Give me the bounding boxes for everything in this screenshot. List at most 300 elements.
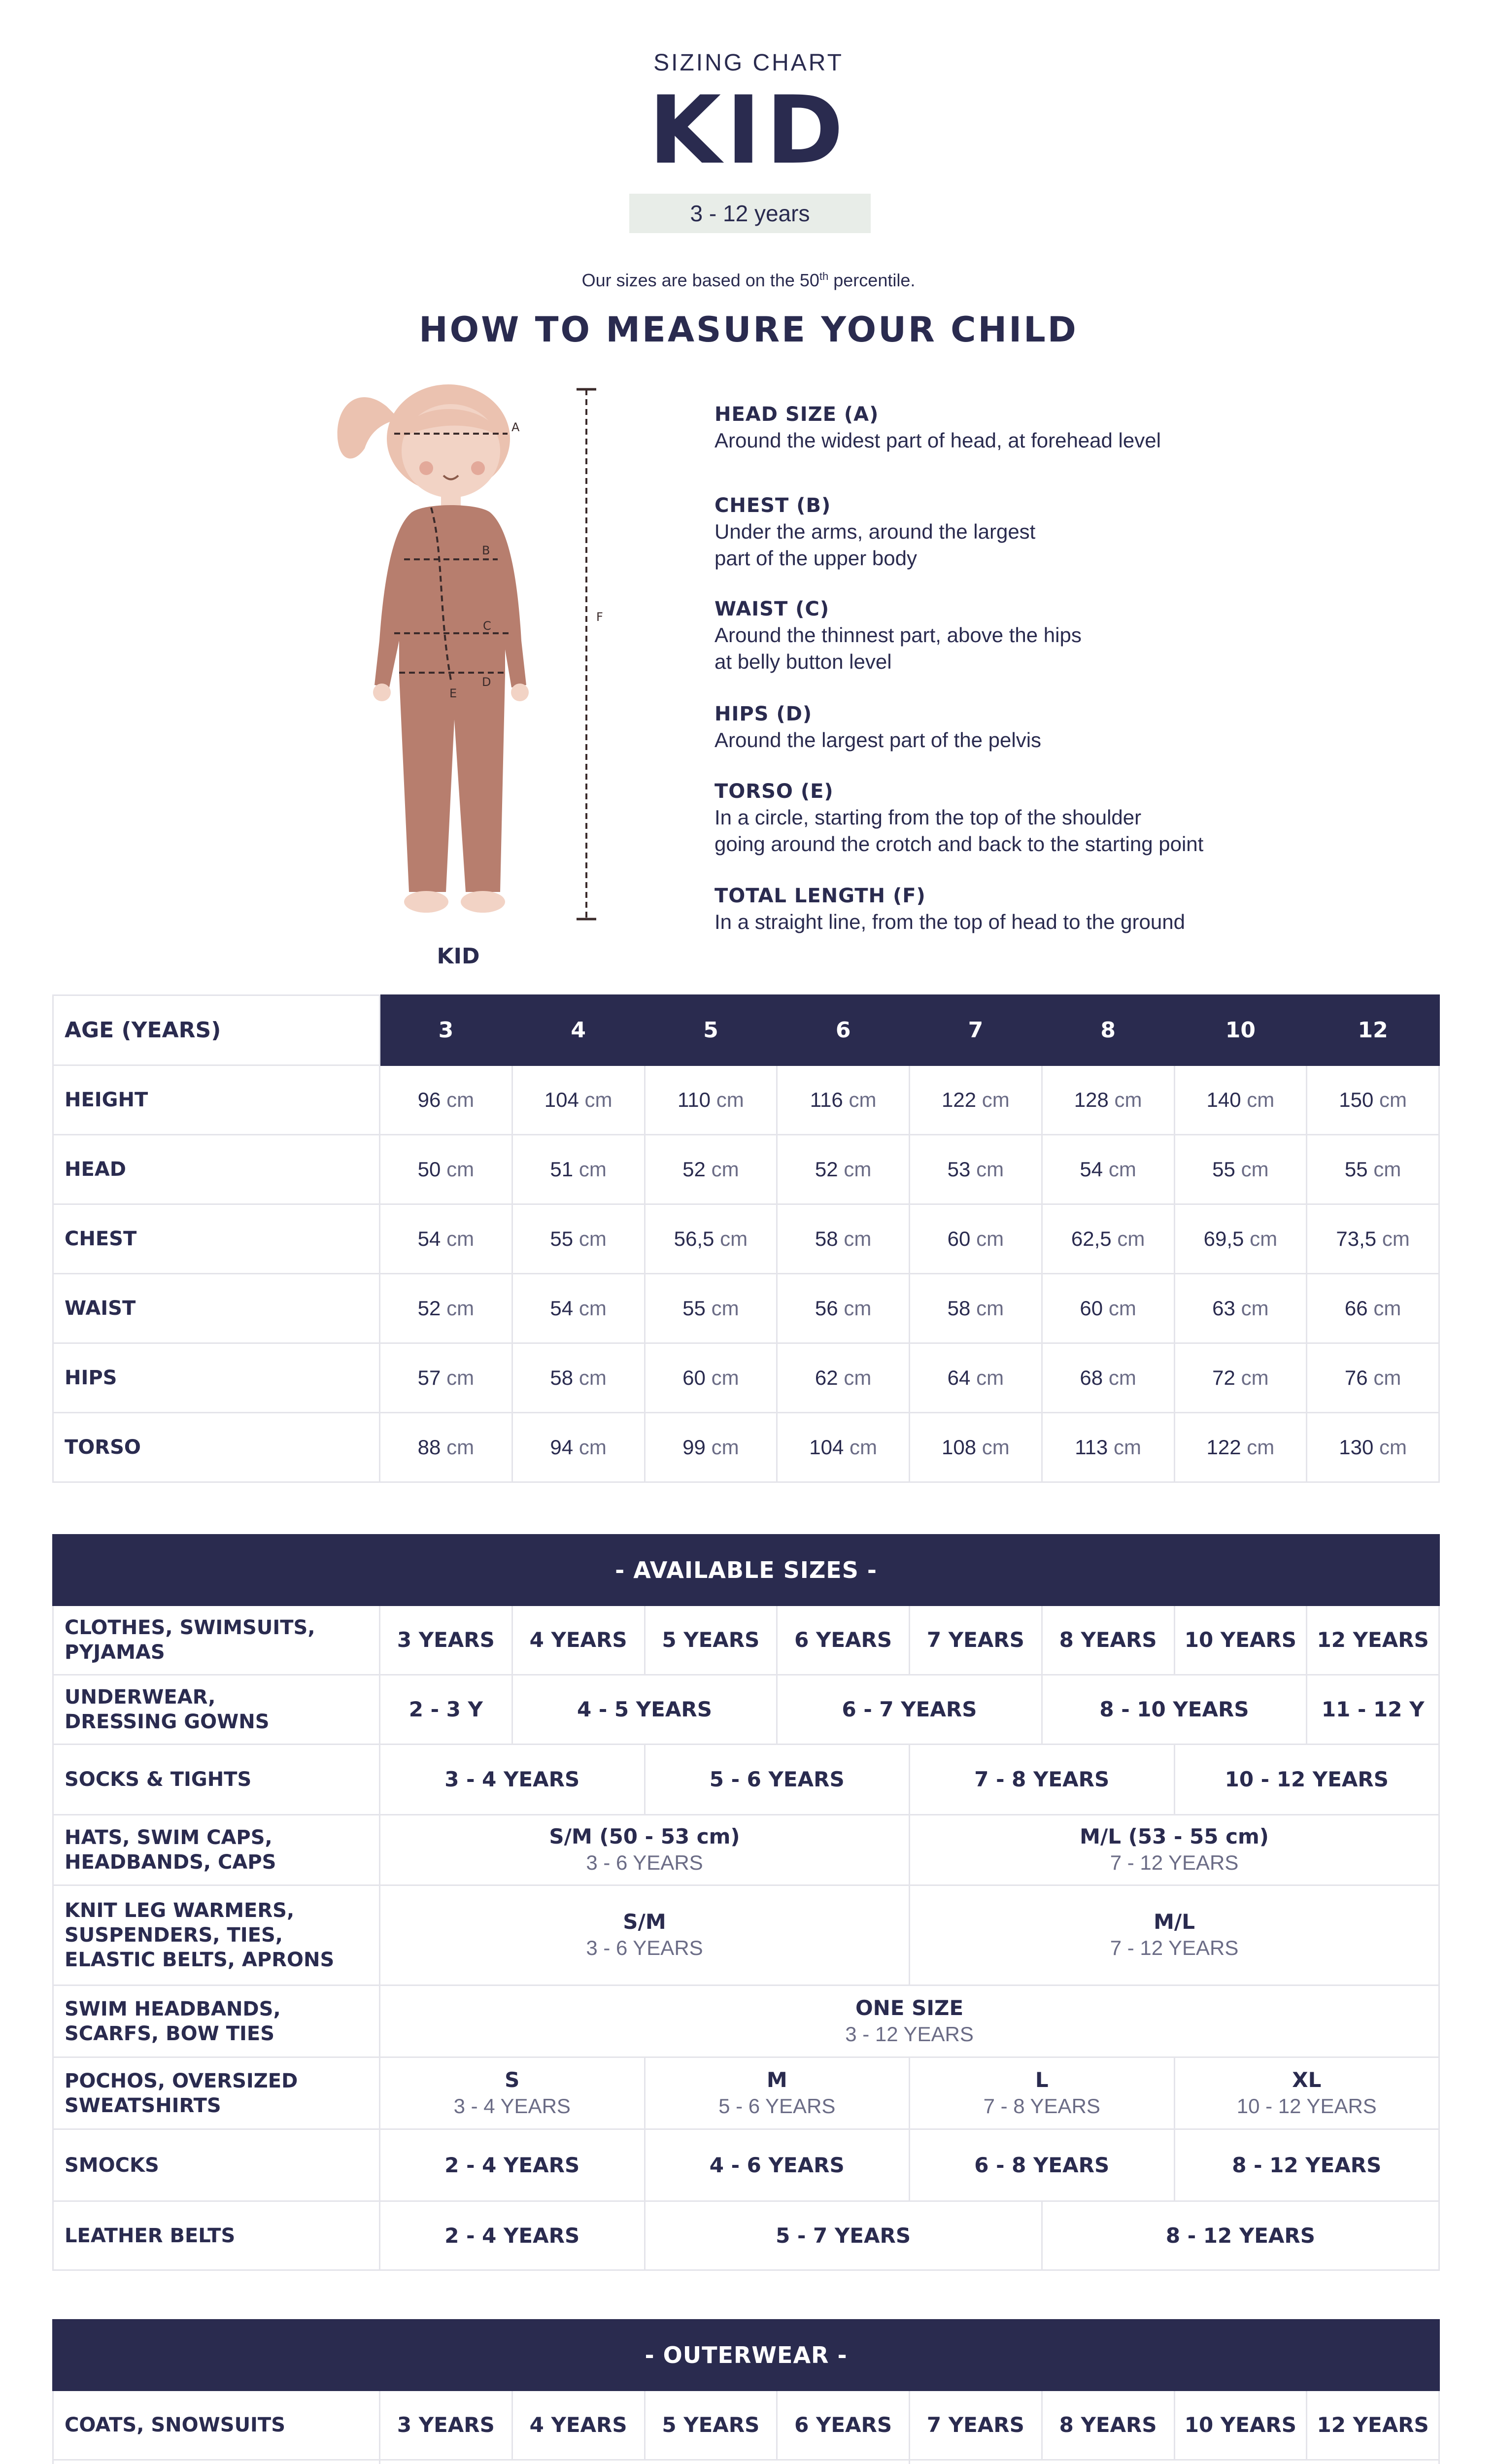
measurement-value: 140: [1206, 1088, 1241, 1111]
measurement-value: 116: [810, 1088, 843, 1111]
measure-desc: Around the thinnest part, above the hips: [714, 623, 1082, 647]
measurement-value: 60: [1080, 1297, 1103, 1320]
measurement-cell: [1307, 1274, 1439, 1343]
measurement-cell: [512, 1065, 645, 1135]
measurement-unit: cm: [446, 1366, 475, 1389]
size-cell: [380, 2201, 645, 2270]
measurement-cell: [380, 1204, 512, 1274]
size-cell: [1042, 2201, 1439, 2270]
percentile-note: [0, 270, 1497, 291]
size-cell: [380, 2391, 512, 2460]
row-label-line: SWIM HEADBANDS,: [65, 1997, 281, 2020]
measurement-cell: [1307, 1204, 1439, 1274]
table-row: [53, 1274, 1439, 1343]
measurement-value: 55: [1212, 1158, 1235, 1181]
available-banner-row: [53, 1535, 1439, 1606]
row-label: [53, 2391, 380, 2460]
measurement-cell: [910, 1413, 1042, 1482]
size-value: S: [505, 2067, 520, 2092]
measurement-unit: cm: [1373, 1366, 1401, 1389]
measure-heading: HOW TO MEASURE YOUR CHILD: [419, 309, 1078, 350]
size-age-range: 7 - 12 YEARS: [1110, 1936, 1239, 1959]
measurement-unit: cm: [1382, 1227, 1410, 1250]
measurement-value: 62,5: [1071, 1227, 1112, 1250]
measurement-value: 52: [417, 1297, 441, 1320]
table-row: [53, 2129, 1439, 2201]
measurement-unit: cm: [446, 1227, 475, 1250]
measurement-value: 104: [809, 1436, 844, 1459]
size-cell: [380, 2129, 645, 2201]
row-label: [53, 2201, 380, 2270]
measurement-cell: [512, 1204, 645, 1274]
table-row: [53, 1413, 1439, 1482]
row-label-line: KNIT LEG WARMERS,: [65, 1899, 295, 1922]
measurement-cell: [1174, 1065, 1307, 1135]
measurement-cell: [1307, 1065, 1439, 1135]
measurement-value: 64: [947, 1366, 971, 1389]
size-cell: [645, 2057, 910, 2129]
row-label: [53, 1745, 380, 1815]
measurement-cell: [777, 1343, 910, 1413]
measurement-value: 110: [678, 1088, 711, 1111]
size-cell: [1174, 1745, 1439, 1815]
measurement-unit: cm: [844, 1158, 872, 1181]
table-row: [53, 1745, 1439, 1815]
size-cell: [910, 1745, 1175, 1815]
measurement-value: 54: [1080, 1158, 1103, 1181]
measurement-value: 55: [550, 1227, 574, 1250]
size-value: 8 - 12 YEARS: [1232, 2153, 1382, 2177]
size-value: 3 YEARS: [397, 2413, 495, 2437]
measurement-cell: [512, 1274, 645, 1343]
measurement-unit: cm: [1108, 1297, 1136, 1320]
table-row: [53, 1606, 1439, 1675]
size-value: 3 - 4 YEARS: [444, 1767, 580, 1791]
measurement-cell: [777, 1135, 910, 1204]
measurement-cell: [910, 1343, 1042, 1413]
measurement-unit: cm: [716, 1088, 744, 1111]
legs-shape: [399, 675, 505, 892]
outerwear-banner-row: [53, 2320, 1439, 2391]
size-value: 12 YEARS: [1317, 1628, 1429, 1652]
measure-title: TORSO (E): [714, 780, 834, 803]
row-label-line: COATS, SNOWSUITS: [65, 2414, 286, 2436]
measure-desc: at belly button level: [714, 650, 892, 673]
size-cell: [1174, 2057, 1439, 2129]
measurement-cell: [512, 1343, 645, 1413]
measurement-value: 55: [682, 1297, 706, 1320]
row-label-line: SCARFS, BOW TIES: [65, 2022, 275, 2045]
size-value: S/M: [623, 1910, 666, 1934]
marker-f: F: [596, 610, 603, 624]
row-label-line: ELASTIC BELTS, APRONS: [65, 1949, 335, 1971]
size-value: 7 YEARS: [926, 2413, 1024, 2437]
size-cell: [645, 1745, 910, 1815]
size-cell: [380, 1606, 512, 1675]
size-cell: [1042, 1675, 1307, 1745]
size-value: 12 YEARS: [1317, 2413, 1429, 2437]
measure-title: WAIST (C): [714, 598, 830, 620]
measurement-value: 130: [1339, 1436, 1374, 1459]
size-value: M/L (53 - 55 cm): [1080, 1824, 1269, 1848]
measurement-unit: cm: [1379, 1088, 1407, 1111]
size-cell: [380, 2057, 645, 2129]
measurement-cell: [1174, 1413, 1307, 1482]
measure-desc: Under the arms, around the largest: [714, 520, 1036, 543]
size-cell: [380, 1745, 645, 1815]
size-value: 5 YEARS: [662, 1628, 760, 1652]
marker-a: A: [511, 420, 520, 434]
size-cell: [512, 2391, 645, 2460]
measurement-cell: [910, 1065, 1042, 1135]
measurement-cell: [645, 1274, 777, 1343]
measure-desc: In a straight line, from the top of head to the ground: [714, 910, 1185, 933]
measurement-unit: cm: [1113, 1436, 1141, 1459]
size-age-range: 5 - 6 YEARS: [718, 2094, 836, 2118]
measurement-value: 104: [544, 1088, 579, 1111]
size-value: 2 - 3 Y: [408, 1697, 483, 1721]
measurement-unit: cm: [1241, 1158, 1269, 1181]
row-label: TORSO: [53, 1413, 380, 1482]
size-cell: [1307, 2391, 1439, 2460]
measurement-unit: cm: [976, 1297, 1004, 1320]
measurement-cell: [380, 1135, 512, 1204]
row-label-line: DRESSING GOWNS: [65, 1711, 270, 1733]
age-header-cell: 6: [777, 995, 910, 1065]
measurement-cell: [645, 1413, 777, 1482]
measurement-cell: [1307, 1343, 1439, 1413]
measurement-cell: [1307, 1413, 1439, 1482]
age-header-row: [53, 995, 1439, 1065]
measurement-unit: cm: [976, 1158, 1004, 1181]
marker-c: C: [483, 619, 491, 633]
table-row: [53, 2057, 1439, 2129]
percentile-sup: th: [819, 270, 829, 282]
table-row: [53, 1343, 1439, 1413]
row-label-line: HATS, SWIM CAPS,: [65, 1826, 272, 1849]
measurement-value: 55: [1344, 1158, 1368, 1181]
measure-title: TOTAL LENGTH (F): [714, 885, 926, 907]
size-value: L: [1035, 2067, 1049, 2092]
size-age-range: 3 - 4 YEARS: [453, 2094, 571, 2118]
right-shoe: [461, 891, 505, 913]
size-value: 5 YEARS: [662, 2413, 760, 2437]
size-cell: [1174, 1606, 1307, 1675]
size-cell: [645, 2129, 910, 2201]
age-header-cell: 10: [1174, 995, 1307, 1065]
age-header-cell: 4: [512, 995, 645, 1065]
measurement-value: 72: [1212, 1366, 1235, 1389]
table-row: [53, 1815, 1439, 1885]
size-cell: [380, 1885, 910, 1985]
measurement-value: 53: [947, 1158, 971, 1181]
measurement-cell: [777, 1413, 910, 1482]
size-cell: [380, 2460, 910, 2464]
measure-desc: Around the widest part of head, at forehead level: [714, 429, 1161, 452]
measurement-cell: [380, 1413, 512, 1482]
measurement-value: 73,5: [1336, 1227, 1377, 1250]
age-header-cell: 5: [645, 995, 777, 1065]
measurement-unit: cm: [446, 1297, 475, 1320]
measurement-unit: cm: [1373, 1297, 1401, 1320]
measurement-unit: cm: [578, 1436, 607, 1459]
age-header-cell: 8: [1042, 995, 1174, 1065]
measurement-value: 108: [942, 1436, 977, 1459]
row-label-line: PYJAMAS: [65, 1641, 165, 1664]
measurement-unit: cm: [1373, 1158, 1401, 1181]
row-label: WAIST: [53, 1274, 380, 1343]
measurement-value: 52: [682, 1158, 706, 1181]
measurement-value: 113: [1075, 1436, 1108, 1459]
marker-d: D: [482, 675, 491, 689]
size-cell: [380, 1985, 1439, 2057]
row-label: [53, 2129, 380, 2201]
size-cell: [910, 1885, 1439, 1985]
size-cell: [1042, 1606, 1174, 1675]
measurement-unit: cm: [844, 1227, 872, 1250]
table-row: [53, 1985, 1439, 2057]
measurement-cell: [645, 1343, 777, 1413]
measurement-cell: [1042, 1413, 1174, 1482]
outerwear-banner: - OUTERWEAR -: [53, 2320, 1439, 2391]
size-cell: [1042, 2391, 1174, 2460]
percentile-text-end: percentile.: [828, 270, 916, 290]
row-label: CHEST: [53, 1204, 380, 1274]
measure-chest: [714, 493, 1355, 572]
size-value: 7 YEARS: [926, 1628, 1024, 1652]
percentile-text: Our sizes are based on the 50: [581, 270, 819, 290]
figure-label: KID: [437, 944, 480, 969]
measurement-unit: cm: [982, 1088, 1010, 1111]
size-cell: [645, 2391, 777, 2460]
table-row: [53, 1204, 1439, 1274]
measurement-unit: cm: [720, 1227, 748, 1250]
measurement-cell: [1174, 1274, 1307, 1343]
measurement-value: 96: [417, 1088, 441, 1111]
size-cell: [910, 2460, 1439, 2464]
measurement-unit: cm: [1379, 1436, 1407, 1459]
measurement-cell: [645, 1065, 777, 1135]
size-value: 6 - 7 YEARS: [842, 1697, 977, 1721]
measurement-cell: [1174, 1135, 1307, 1204]
row-label-line: SWEATSHIRTS: [65, 2094, 221, 2117]
measurement-unit: cm: [976, 1366, 1004, 1389]
size-age-range: 7 - 8 YEARS: [983, 2094, 1100, 2118]
measure-title: HIPS (D): [714, 703, 813, 725]
measurement-unit: cm: [849, 1088, 877, 1111]
size-value: 8 - 10 YEARS: [1099, 1697, 1249, 1721]
measurement-unit: cm: [1247, 1436, 1275, 1459]
size-cell: [777, 2391, 910, 2460]
table-row: [53, 2201, 1439, 2270]
size-value: 10 YEARS: [1184, 1628, 1297, 1652]
row-label: [53, 1885, 380, 1985]
cheek-right: [471, 461, 485, 475]
measurement-cell: [380, 1343, 512, 1413]
size-cell: [512, 1606, 645, 1675]
size-value: 10 YEARS: [1184, 2413, 1297, 2437]
measurement-unit: cm: [1241, 1366, 1269, 1389]
measurement-value: 122: [1206, 1436, 1241, 1459]
measurement-cell: [512, 1135, 645, 1204]
measure-title: CHEST (B): [714, 494, 831, 517]
size-value: 4 - 5 YEARS: [577, 1697, 712, 1721]
table-row: [53, 1675, 1439, 1745]
size-value: ONE SIZE: [855, 1995, 964, 2020]
measure-desc: going around the crotch and back to the starting point: [714, 832, 1204, 856]
size-value: 11 - 12 Y: [1321, 1697, 1425, 1721]
measurement-cell: [1042, 1135, 1174, 1204]
child-measure-illustration: [325, 365, 670, 946]
size-cell: [777, 1606, 910, 1675]
size-cell: [1307, 1606, 1439, 1675]
measurement-unit: cm: [1247, 1088, 1275, 1111]
measurement-unit: cm: [1108, 1366, 1136, 1389]
measure-desc: In a circle, starting from the top of the shoulder: [714, 806, 1142, 829]
measurement-unit: cm: [982, 1436, 1010, 1459]
measurement-cell: [1042, 1065, 1174, 1135]
measurement-value: 52: [815, 1158, 838, 1181]
measurement-unit: cm: [976, 1227, 1004, 1250]
size-cell: [910, 1606, 1042, 1675]
measurement-cell: [645, 1204, 777, 1274]
measurement-cell: [1174, 1343, 1307, 1413]
measure-length: [714, 883, 1355, 935]
size-cell: [910, 2129, 1175, 2201]
available-banner: - AVAILABLE SIZES -: [53, 1535, 1439, 1606]
measurement-unit: cm: [1114, 1088, 1142, 1111]
measurement-unit: cm: [578, 1297, 607, 1320]
measurement-value: 58: [815, 1227, 838, 1250]
measure-waist: [714, 596, 1355, 675]
size-cell: [1174, 2391, 1307, 2460]
measurement-cell: [380, 1065, 512, 1135]
outerwear-table: [52, 2319, 1440, 2464]
measurement-unit: cm: [578, 1227, 607, 1250]
measurement-value: 60: [682, 1366, 706, 1389]
measurement-value: 50: [417, 1158, 441, 1181]
measurement-cell: [910, 1274, 1042, 1343]
size-age-range: 7 - 12 YEARS: [1110, 1851, 1239, 1874]
measurement-unit: cm: [844, 1366, 872, 1389]
measurement-unit: cm: [850, 1436, 877, 1459]
row-label: HEAD: [53, 1135, 380, 1204]
measurement-value: 122: [942, 1088, 977, 1111]
measurement-unit: cm: [1250, 1227, 1278, 1250]
table-row: [53, 1065, 1439, 1135]
measure-hips: [714, 701, 1355, 753]
size-value: 4 YEARS: [529, 2413, 627, 2437]
measurement-unit: cm: [578, 1366, 607, 1389]
size-cell: [380, 1815, 910, 1885]
row-label: [53, 1815, 380, 1885]
measurement-cell: [1042, 1274, 1174, 1343]
row-label-line: HEADBANDS, CAPS: [65, 1851, 276, 1874]
measurement-value: 94: [550, 1436, 574, 1459]
measurement-value: 60: [947, 1227, 971, 1250]
page-subtitle: SIZING CHART: [653, 50, 844, 76]
row-label: HIPS: [53, 1343, 380, 1413]
size-table: [52, 994, 1440, 1483]
size-cell: [910, 1815, 1439, 1885]
size-value: 8 YEARS: [1059, 2413, 1157, 2437]
measurement-unit: cm: [711, 1366, 739, 1389]
measure-desc: Around the largest part of the pelvis: [714, 728, 1042, 752]
size-cell: [910, 2057, 1175, 2129]
size-cell: [777, 1675, 1042, 1745]
measurement-value: 58: [550, 1366, 574, 1389]
measurement-cell: [1042, 1343, 1174, 1413]
row-label: [53, 1606, 380, 1675]
age-header-cell: 7: [910, 995, 1042, 1065]
measure-head: [714, 402, 1355, 454]
marker-b: B: [482, 544, 490, 557]
size-age-range: 10 - 12 YEARS: [1236, 2094, 1377, 2118]
size-value: 5 - 6 YEARS: [709, 1767, 845, 1791]
size-value: 4 YEARS: [529, 1628, 627, 1652]
size-age-range: 3 - 6 YEARS: [586, 1936, 703, 1959]
size-value: 5 - 7 YEARS: [776, 2223, 911, 2248]
size-age-range: 3 - 6 YEARS: [586, 1851, 703, 1874]
size-value: 10 - 12 YEARS: [1225, 1767, 1389, 1791]
measurement-value: 57: [417, 1366, 441, 1389]
size-value: XL: [1292, 2067, 1322, 2092]
measurement-value: 99: [682, 1436, 706, 1459]
table-row: [53, 2391, 1439, 2460]
size-value: 2 - 4 YEARS: [444, 2153, 580, 2177]
measurement-cell: [512, 1413, 645, 1482]
left-shoe: [404, 891, 448, 913]
measurement-value: 56: [815, 1297, 838, 1320]
size-cell: [645, 2201, 1042, 2270]
measurement-cell: [1042, 1204, 1174, 1274]
measurement-unit: cm: [1117, 1227, 1145, 1250]
age-header-cell: 3: [380, 995, 512, 1065]
page-title: KID: [648, 76, 849, 185]
measure-title: HEAD SIZE (A): [714, 403, 879, 426]
row-label: [53, 2460, 380, 2464]
size-value: 2 - 4 YEARS: [444, 2223, 580, 2248]
measurement-value: 63: [1212, 1297, 1235, 1320]
measurement-unit: cm: [711, 1436, 739, 1459]
row-label-line: SMOCKS: [65, 2154, 159, 2177]
row-label-line: LEATHER BELTS: [65, 2224, 236, 2247]
measurement-value: 58: [947, 1297, 971, 1320]
row-label-line: SOCKS & TIGHTS: [65, 1768, 252, 1791]
table-row: [53, 1135, 1439, 1204]
size-value: S/M (50 - 53 cm): [549, 1824, 740, 1848]
measurement-cell: [1307, 1135, 1439, 1204]
row-label: [53, 1675, 380, 1745]
size-value: M: [766, 2067, 787, 2092]
age-header-label: AGE (YEARS): [53, 995, 380, 1065]
measurement-cell: [777, 1204, 910, 1274]
measurement-unit: cm: [711, 1158, 739, 1181]
row-label-line: POCHOS, OVERSIZED: [65, 2069, 298, 2092]
measurement-unit: cm: [584, 1088, 612, 1111]
size-value: 8 YEARS: [1059, 1628, 1157, 1652]
size-age-range: 3 - 12 YEARS: [845, 2022, 974, 2046]
outerwear-body: [53, 2391, 1439, 2464]
measurement-unit: cm: [446, 1158, 475, 1181]
measurement-unit: cm: [711, 1297, 739, 1320]
measurement-value: 68: [1080, 1366, 1103, 1389]
size-cell: [645, 1606, 777, 1675]
marker-e: E: [449, 686, 457, 700]
measurement-unit: cm: [446, 1088, 475, 1111]
size-value: 3 YEARS: [397, 1628, 495, 1652]
size-cell: [512, 1675, 777, 1745]
